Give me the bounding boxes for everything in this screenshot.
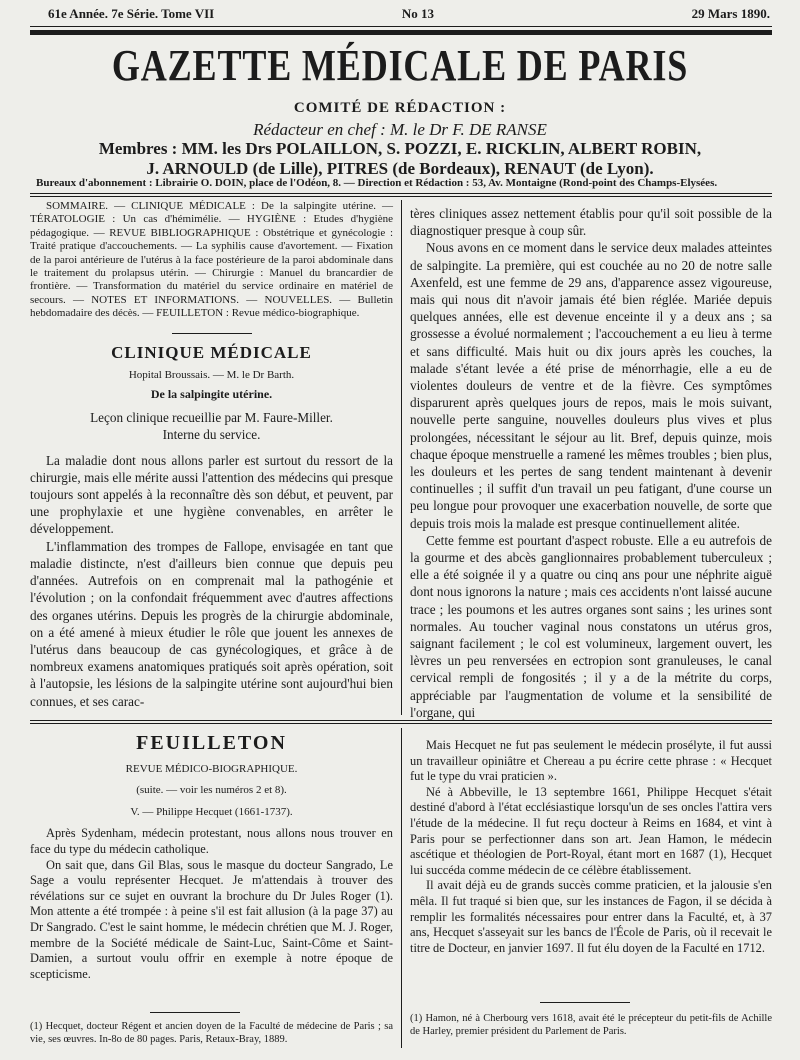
feuilleton-right-paragraph: Il avait déjà eu de grands succès comme praticien, et la jalousie s'en mêla. Il fut traqué si bien que, sur les instances de Fagon, il se décida à remplir les formalités nécessaires pour entrer dans la Faculté, et, à 37 ans, Hecquet s'asseyait sur les bancs de l'École de Paris, où il recevait le titre de Docteur, en janvier 1697. Il fut élu doyen de la Faculté en 1712.: [410, 878, 772, 955]
right-column: [410, 205, 772, 721]
summary-divider: [172, 333, 252, 334]
clinique-paragraph: L'inflammation des trompes de Fallope, envisagée en tant que maladie distincte, n'est d'ailleurs bien connue que depuis peu d'années. Autrefois on en comprenait mal la pathogénie et l'évolution ; on la confondait fréquemment avec d'autres affections des organes utérins. Depuis les progrès de la chirurgie abdominale, on a été amené à mieux étudier le rôle que jouent les annexes de l'utérus dans beaucoup de cas gynécologiques, et grâce à de nombreux examens anatomiques pratiqués soit après opération, soit à l'autopsie, les lésions de la salpingite utérine sont aujourd'hui bien connues, et ses carac-: [30, 538, 393, 709]
issue-number: No 13: [401, 6, 435, 21]
masthead-rule: [30, 193, 772, 194]
members-line-1: Membres : MM. les Drs POLAILLON, S. POZZI, E. RICKLIN, ALBERT ROBIN,: [98, 139, 702, 158]
right-paragraph: Cette femme est pourtant d'aspect robuste. Elle a eu autrefois de la gourme et des abcès ganglionnaires probablement tuberculeux ; elle a été soignée il y a quatre ou cinq ans pour une néphrite aiguë dont nous ignorons la nature ; mais ces accidents n'ont laissé aucune trace ; les poumons et les autres organes sont sains ; les urines sont normales. Au toucher vaginal nous constatons un utérus gros, saignant facilement ; le col est volumineux, largement ouvert, les lèvres un peu renversées en ectropion sont granuleuses, le canal cervical rempli de fongosités ; il y a de la métrite du corps, appréciable par l'augmentation de volume et la sensibilité de l'organe, qui: [410, 532, 772, 720]
column-divider: [401, 200, 402, 715]
newspaper-title: GAZETTE MÉDICALE DE PARIS: [111, 41, 689, 90]
footnote-left: (1) Hecquet, docteur Régent et ancien doyen de la Faculté de médecine de Paris ; sa vie, ses œuvres. In-8o de 80 pages. Paris, Retaux-Bray, 1889.: [30, 1021, 393, 1045]
feuilleton-paragraph: Après Sydenham, médecin protestant, nous allons nous trouver en face du type du médecin catholique.: [30, 826, 393, 856]
issue-info-line: [48, 6, 770, 22]
summary-text: SOMMAIRE. — CLINIQUE MÉDICALE : De la salpingite utérine. — TÉRATOLOGIE : Un cas d'hémimélie. — HYGIÈNE : Etudes d'hygiène pédagogique. — REVUE BIBLIOGRAPHIQUE : Obstétrique et gynécologie : Traité pratique d'accouchements. — La syphilis cause d'avortement. — Fixation de la paroi antérieure de l'utérus à la face postérieure de la paroi abdominale dans le traitement du prolapsus utérin. — Chirurgie : Manuel du brancardier de frontière. — Transformation du matériel du service ordinaire en matériel de secours. — NOTES ET INFORMATIONS. — NOUVELLES. — Bulletin hebdomadaire des décès. — FEUILLETON : Revue médico-biographique.: [30, 200, 393, 320]
subscription-info: Bureaux d'abonnement : Librairie O. DOIN, place de l'Odéon, 8. — Direction et Rédaction : 53, Av. Montaigne (Rond-point des Champs-Elysées.: [36, 177, 718, 189]
right-paragraph: Nous avons en ce moment dans le service deux malades atteintes de salpingite. La première, qui est couchée au no 20 de notre salle Axenfeld, est une femme de 29 ans, d'apparence assez vigoureuse, mais qui nous dit n'avoir jamais été bien réglée. Mariée depuis quelques années, elle est devenue enceinte il y a deux ans ; sa grossesse a évolué normalement ; l'accouchement a eu lieu à terme et sans difficulté. Mais huit ou dix jours après les couches, la malade s'étant levée a été prise de ménorrhagie, elle a eu de violentes douleurs de ventre et de la fièvre. Ces symptômes disparurent après quelques jours de repos, mais le mois suivant, nouvelle perte sanguine, nouvelles douleurs plus vives et plus prolongées, nécessitant le séjour au lit. Bref, depuis quinze, mois chaque époque menstruelle a ramené les mêmes troubles ; bien plus, les douleurs et les pertes de sang tendent maintenant à devenir continuelles ; il suffit d'un travail un peu fatigant, d'une course un peu longue pour provoquer une exacerbation nouvelle, de sorte que depuis trois mois la malade est presque continuellement alitée.: [410, 240, 772, 531]
feuilleton-rule: [30, 720, 772, 721]
feuilleton-heading: FEUILLETON: [136, 732, 287, 754]
footnote-divider-right: [540, 1002, 630, 1003]
hospital-line: Hopital Broussais. — M. le Dr Barth.: [128, 368, 295, 381]
feuilleton-right-paragraph: Mais Hecquet ne fut pas seulement le médecin prosélyte, il fut aussi un travailleur opiniâtre et Chereau a pu écrire cette phrase : « Hecquet fut le type du vrai praticien ».: [410, 738, 772, 784]
feuilleton-subheading: REVUE MÉDICO-BIOGRAPHIQUE.: [125, 762, 298, 775]
committee-heading: COMITÉ DE RÉDACTION :: [293, 100, 507, 116]
feuilleton-rule-2: [30, 723, 772, 724]
members-line-2: J. ARNOULD (de Lille), PITRES (de Bordeaux), RENAUT (de Lyon).: [146, 159, 654, 178]
feuilleton-paragraph: On sait que, dans Gil Blas, sous le masque du docteur Sangrado, Le Sage a voulu représenter Hecquet. Je m'attendais à trouver des révélations sur ce sujet en ouvrant la brochure du Dr Jules Roger (1). Mon attente a été trompée : à peine s'il est fait allusion (à la page 37) au Dr Sangrado. C'est le saint homme, le médecin chrétien que M. J. Roger, membre de la Société médicale de Saint-Luc, Saint-Côme et Saint-Damien, a surtout voulu offrir en exemple à notre époque de scepticisme.: [30, 857, 393, 981]
year-series: 61e Année. 7e Série. Tome VII: [48, 6, 215, 21]
feuilleton-right-paragraph: Né à Abbeville, le 13 septembre 1661, Philippe Hecquet s'était destiné d'abord à l'état ecclésiastique lorsqu'un de ses oncles l'attira vers l'étude de la médecine. Il fut reçu docteur à Reims en 1684, et vint à Paris pour se perfectionner dans son art. Jean Hamon, le médecin ascétique et théologien de Port-Royal, étant mort en 1687 (1), Hecquet lui succéda comme médecin de ce célèbre établissement.: [410, 784, 772, 877]
feuilleton-left: [30, 732, 393, 982]
top-rule-thick: [30, 30, 772, 35]
lecon-line: Leçon clinique recueillie par M. Faure-Miller.: [90, 410, 333, 426]
footnote-right: (1) Hamon, né à Cherbourg vers 1618, avait été le précepteur du petit-fils de Achille de Harley, premier président du Parlement de Paris.: [410, 1013, 772, 1037]
top-rule: [30, 26, 772, 27]
feuilleton-suite: (suite. — voir les numéros 2 et 8).: [136, 784, 287, 797]
footnote-divider-left: [150, 1012, 240, 1013]
clinique-paragraph: La maladie dont nous allons parler est surtout du ressort de la chirurgie, mais elle mérite aussi l'attention des médecins qui presque toujours sont appelés à la reconnaître dès son début, et peuvent, par une prophylaxie et une hygiène convenables, en arrêter le développement.: [30, 452, 393, 537]
subject-line: De la salpingite utérine.: [150, 387, 273, 402]
right-paragraph: tères cliniques assez nettement établis pour qu'il soit possible de la diagnostiquer presque à coup sûr.: [410, 206, 772, 239]
interne-line: Interne du service.: [162, 427, 261, 443]
feuilleton-right: [410, 738, 772, 956]
members-list: [0, 139, 800, 179]
left-column: [30, 200, 393, 710]
feuilleton-column-divider: [401, 728, 402, 1048]
clinique-heading: CLINIQUE MÉDICALE: [111, 342, 312, 362]
chief-editor: [0, 120, 800, 140]
chief-editor-text: Rédacteur en chef : M. le Dr F. DE RANSE: [253, 120, 547, 139]
summary-block: [30, 200, 393, 321]
feuilleton-section: V. — Philippe Hecquet (1661-1737).: [130, 805, 293, 818]
issue-date: 29 Mars 1890.: [691, 6, 770, 21]
masthead-rule-2: [30, 196, 772, 197]
